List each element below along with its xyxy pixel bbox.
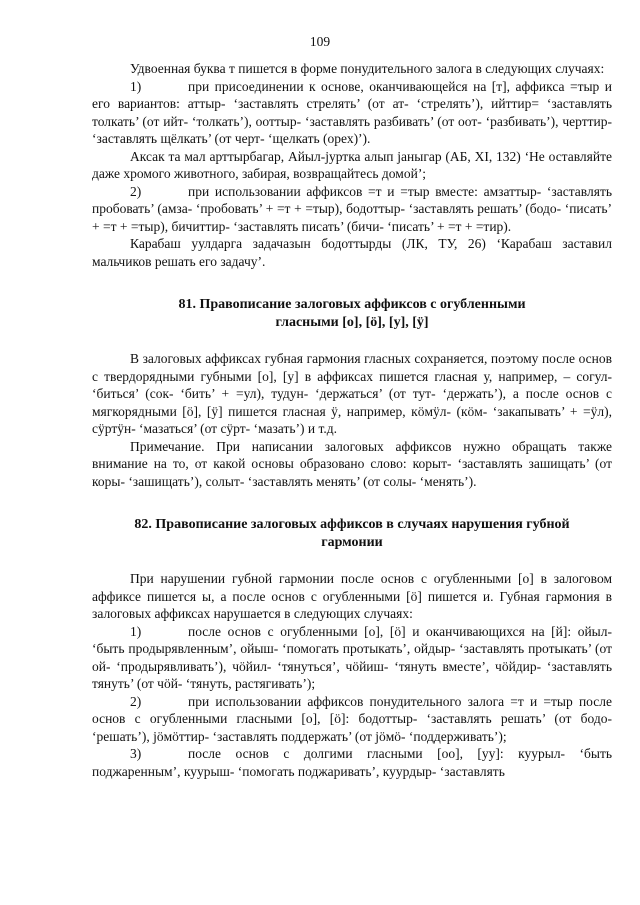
list-item	[92, 693, 612, 746]
item-number: 3)	[130, 746, 142, 761]
item-number: 2)	[130, 693, 142, 709]
paragraph: В залоговых аффиксах губная гармония гласных сохраняется, поэтому после основ с твердорядными губными [о], [у] в аффиксах пишется гласная у, например, – согул- ‘биться’ (сок- ‘бить’ + =ул), тудун- ‘держаться’ (от тут- ‘держать’), а после основ с мягкорядными [ӧ], [ӱ] пишется гласная ӱ, например, кӧмӱл- (кӧм- ‘закапывать’ + =ӱл), сӱртӱн- ‘мазаться’ (от сӱрт- ‘мазать’) и т.д.	[92, 351, 612, 436]
item-text: после основ с огубленными [о], [ӧ] и оканчивающихся на [й]: ойыл- ‘быть продырявленным’, ойыш- ‘помогать протыкать’, ойдыр- ‘заставлять протыкать’ (от ой- ‘продырявливать’), чӧйил- ‘тянуться’, чӧйиш- ‘тянуть вместе’, чӧйдир- ‘заставлять тянуть’ (от чӧй- ‘тянуть, растягивать’);	[92, 623, 612, 691]
item-text: при использовании аффиксов понудительного залога =т и =тыр после основ с огубленными гласными [о], [ӧ]: бодоттыр- ‘заставлять решать’ (от бодо- ‘решать’), јӧмӧттир- ‘заставлять поддержать’ (от јӧмӧ- ‘поддерживать’);	[92, 693, 612, 744]
section-81-heading: 81. Правописание залоговых аффиксов с огубленными гласными [о], [ӧ], [у], [ӱ]	[178, 297, 526, 330]
list-item	[92, 78, 612, 148]
item-text: после основ с долгими гласными [оо], [уу]: куурыл- ‘быть поджаренным’, куурыш- ‘помогать поджаривать’, куурдыр- ‘заставлять	[92, 746, 612, 779]
paragraph: Удвоенная буква т пишется в форме понудительного залога в следующих случаях:	[130, 61, 605, 76]
page-body	[92, 60, 612, 780]
item-number: 2)	[130, 183, 142, 199]
example-paragraph: Карабаш уулдарга задачазын бодоттырды (ЛК, ТУ, 26) ‘Карабаш заставил мальчиков решать его задачу’.	[92, 236, 612, 269]
item-text: при присоединении к основе, оканчивающейся на [т], аффикса =тыр и его вариантов: аттыр- ‘заставлять стрелять’ (от ат- ‘стрелять’), ийттир= ‘заставлять толкать’ (от ийт- ‘толкать’), ооттыр- ‘заставлять разбивать’ (от оот- ‘разбивать’), черттир- ‘заставлять щёлкать’ (от черт- ‘щелкать (орех)’).	[92, 78, 612, 146]
item-number: 1)	[130, 78, 142, 94]
section-82-heading: 82. Правописание залоговых аффиксов в случаях нарушения губной гармонии	[134, 517, 570, 550]
example-paragraph: Аксак та мал арттырбагар, Айыл-јуртка алып јаныгар (АБ, XI, 132) ‘Не оставляйте даже хромого животного, забирая, возвращайтесь домой’;	[92, 148, 612, 181]
list-item	[92, 183, 612, 236]
list-item	[92, 623, 612, 693]
page-number: 109	[309, 34, 331, 49]
note-paragraph: Примечание. При написании залоговых аффиксов нужно обращать также внимание на то, от какой основы образовано слово: корыт- ‘заставлять зашищать’ (от коры- ‘зашищать’), солыт- ‘заставлять менять’ (от солы- ‘менять’).	[92, 438, 612, 489]
item-number: 1)	[130, 623, 142, 639]
item-text: при использовании аффиксов =т и =тыр вместе: амзаттыр- ‘заставлять пробовать’ (амза- ‘пробовать’ + =т + =тыр), бодоттыр- ‘заставлять решать’ (бодо- ‘писать’ + =т + =тыр), бичиттир- ‘заставлять писать’ (бичи- ‘писать’ + =т + =тир).	[92, 183, 612, 234]
list-item	[92, 745, 612, 780]
paragraph: При нарушении губной гармонии после основ с огубленными [о] в залоговом аффиксе пишется ы, а после основ с огубленными [ӧ] пишется и. Губная гармония в залоговых аффиксах нарушается в следующих случаях:	[92, 571, 612, 621]
